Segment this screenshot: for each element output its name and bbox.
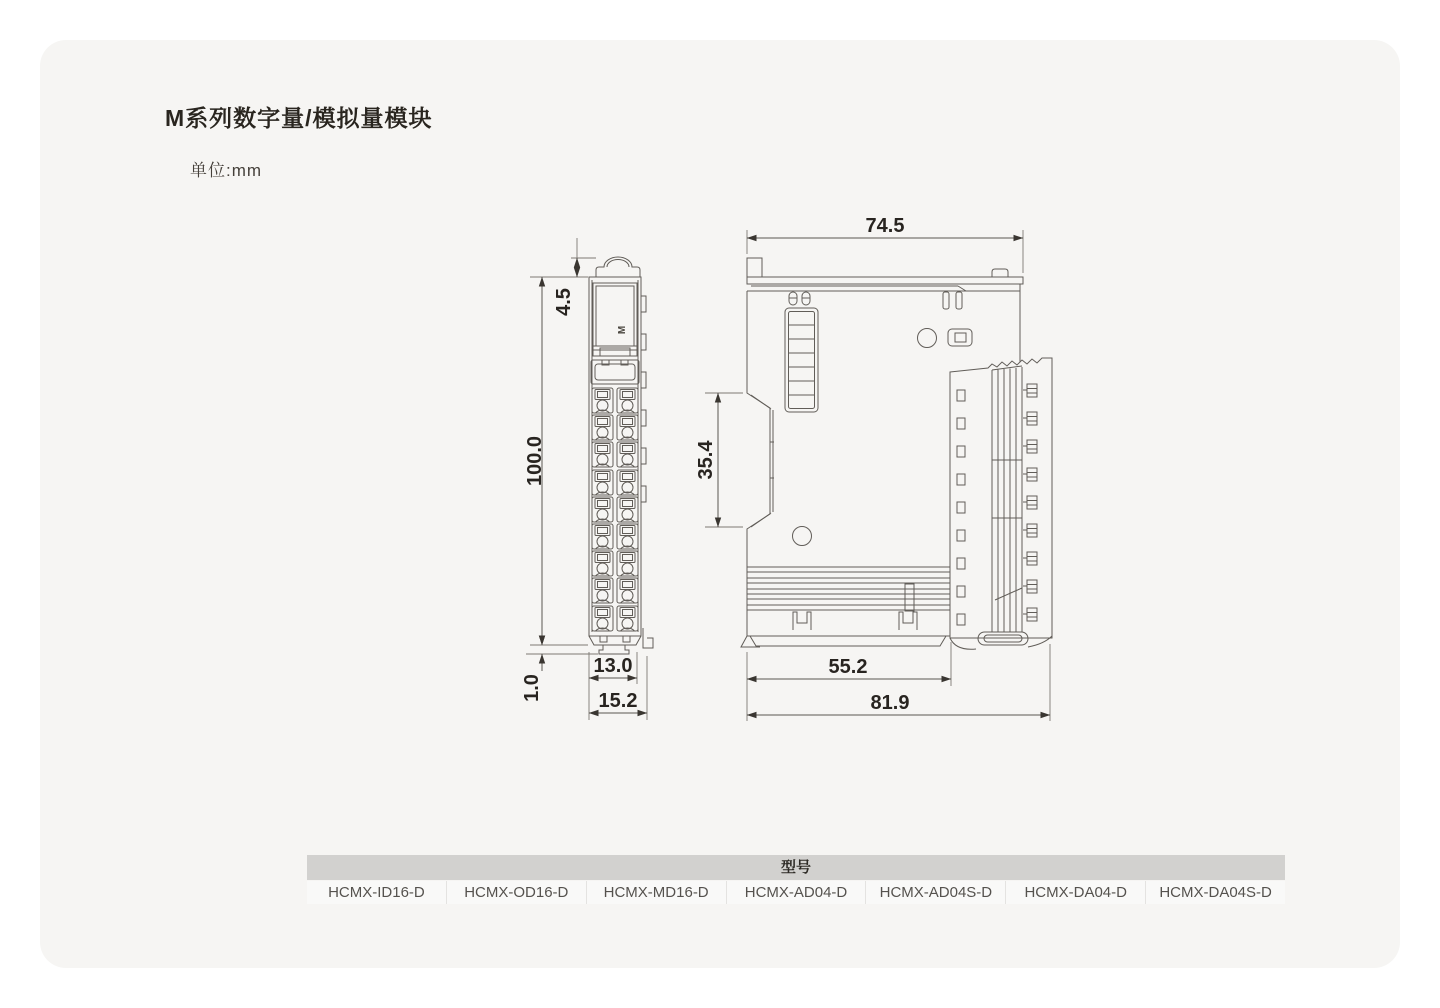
bottom-clip bbox=[899, 612, 917, 630]
content-card bbox=[40, 40, 1400, 968]
model-cell: HCMX-MD16-D bbox=[587, 881, 726, 904]
terminal-grid bbox=[592, 388, 638, 631]
svg-text:74.5: 74.5 bbox=[865, 215, 905, 237]
svg-text:13.0: 13.0 bbox=[593, 655, 633, 677]
svg-text:15.2: 15.2 bbox=[598, 690, 638, 712]
side-view bbox=[695, 215, 1052, 721]
page-title: M系列数字量/模拟量模块 bbox=[165, 105, 433, 131]
model-cell: HCMX-DA04-D bbox=[1006, 881, 1145, 904]
svg-text:35.4: 35.4 bbox=[695, 440, 717, 480]
model-cell: HCMX-AD04S-D bbox=[866, 881, 1005, 904]
dim-clip-height bbox=[530, 238, 596, 316]
dim-top-width bbox=[747, 215, 1023, 273]
dim-bottom-outer-width bbox=[747, 644, 1050, 721]
svg-text:55.2: 55.2 bbox=[828, 656, 868, 678]
dim-body-height bbox=[524, 277, 588, 645]
model-cell: HCMX-ID16-D bbox=[307, 881, 446, 904]
dim-foot-height bbox=[521, 628, 598, 702]
model-table-row bbox=[307, 881, 1285, 904]
model-cell: HCMX-DA04S-D bbox=[1146, 881, 1285, 904]
bottom-clip bbox=[793, 612, 811, 630]
model-cell: HCMX-AD04-D bbox=[727, 881, 866, 904]
unit-label: 单位:mm bbox=[190, 161, 263, 180]
svg-text:4.5: 4.5 bbox=[553, 288, 575, 316]
svg-text:81.9: 81.9 bbox=[870, 692, 910, 714]
svg-text:100.0: 100.0 bbox=[524, 435, 546, 487]
model-table-header: 型号 bbox=[307, 855, 1285, 880]
front-view bbox=[521, 238, 653, 720]
brand-logo: M bbox=[617, 325, 628, 335]
dim-din-rail-height bbox=[695, 393, 743, 527]
model-cell: HCMX-OD16-D bbox=[447, 881, 586, 904]
terminal-door bbox=[950, 358, 1052, 649]
model-table bbox=[307, 855, 1285, 904]
svg-text:1.0: 1.0 bbox=[521, 674, 543, 702]
dim-bottom-inner-width bbox=[747, 642, 951, 721]
dimension-drawing bbox=[40, 40, 1400, 968]
